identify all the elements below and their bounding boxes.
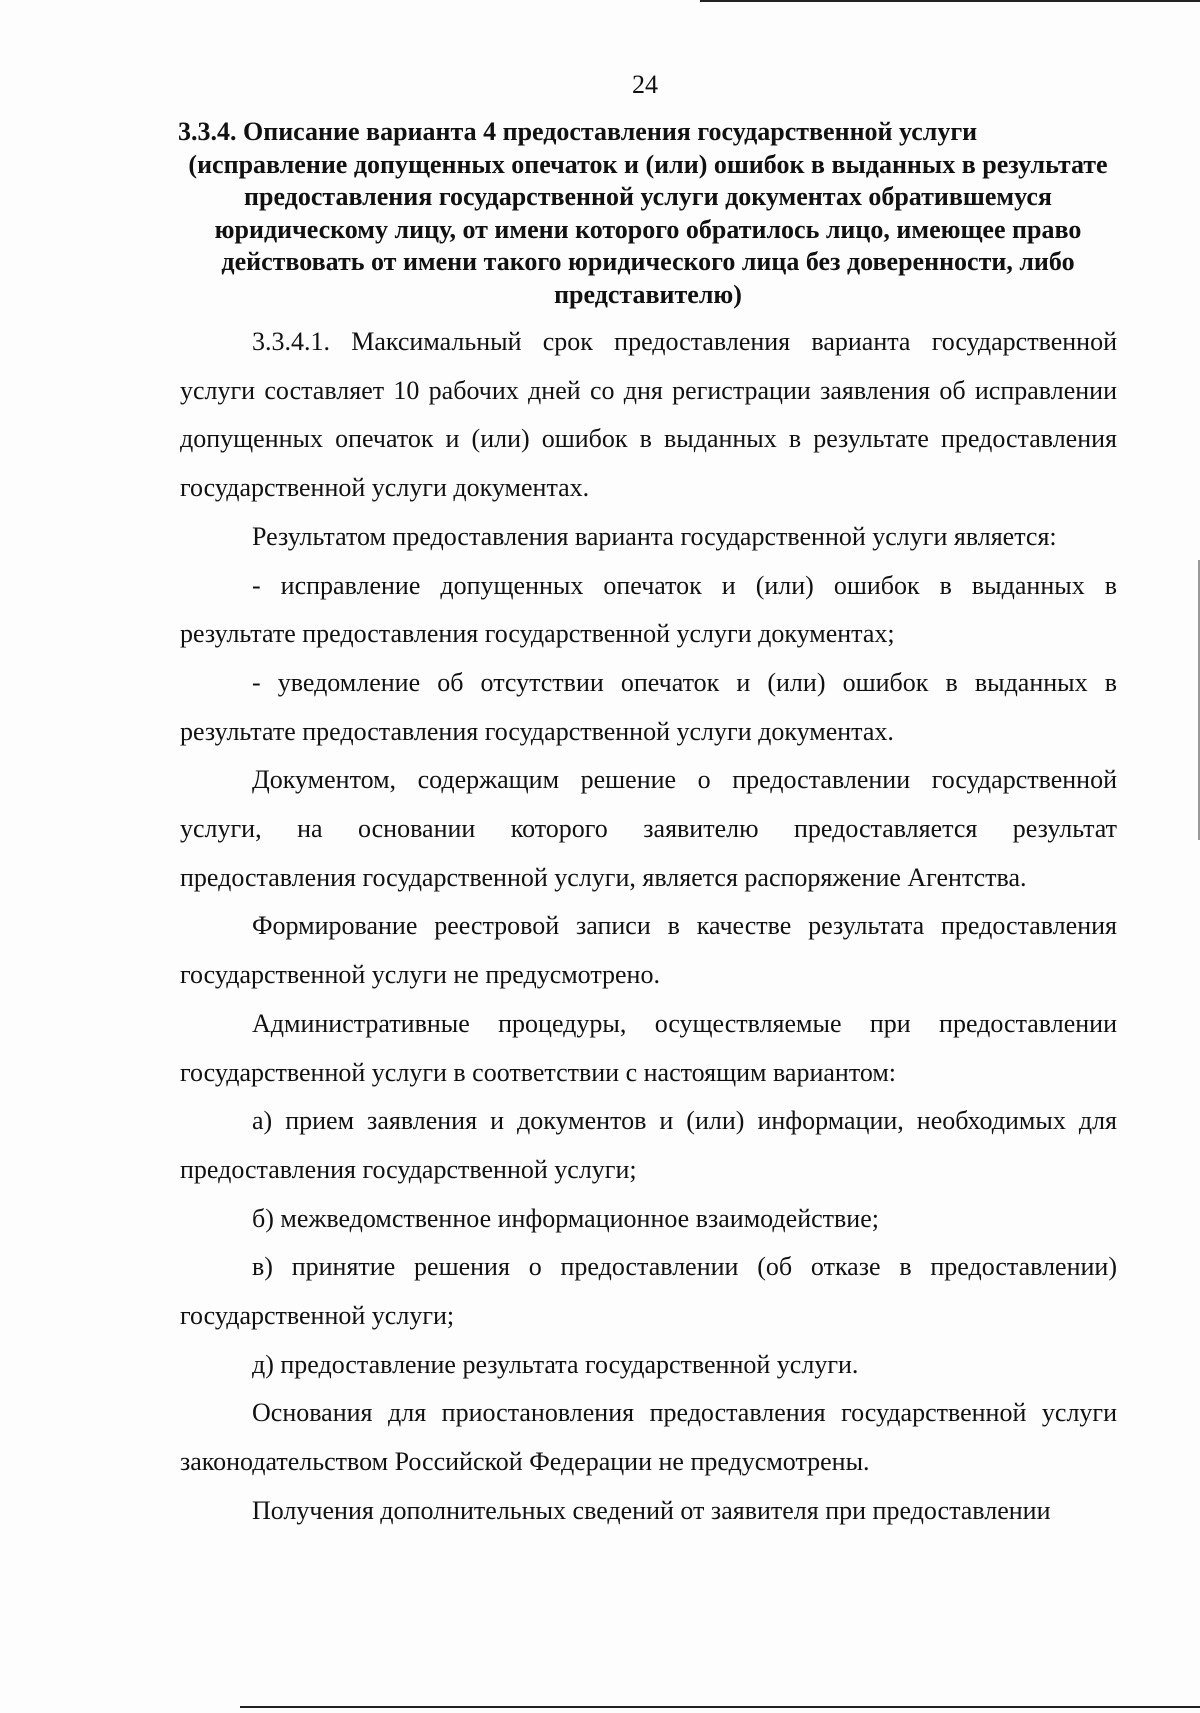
- top-scan-edge: [700, 0, 1200, 2]
- paragraph-procedures-intro: Административные процедуры, осуществляемые при предоставлении государственной услуги в соответствии с настоящим вариантом:: [180, 1008, 1117, 1087]
- section-heading-continuation: (исправление допущенных опечаток и (или) ошибок в выданных в результате предоставления государственной услуги документах обратившемуся юридическому лицу, от имени которого обратилось лицо, имеющее право действовать от имени такого юридического лица без доверенности, либо представителю): [188, 149, 1108, 309]
- paragraph-decision-document: Документом, содержащим решение о предоставлении государственной услуги, на основании которого заявителю предоставляется результат предоставления государственной услуги, является распоряжение Агентства.: [180, 765, 1117, 892]
- paragraph-suspension-grounds: Основания для приостановления предоставления государственной услуги законодательством Российской Федерации не предусмотрены.: [180, 1398, 1117, 1477]
- page-number: 24: [632, 70, 658, 99]
- section-heading: [178, 116, 1118, 311]
- bottom-scan-edge: [240, 1706, 1200, 1708]
- paragraph-result-notification: - уведомление об отсутствии опечаток и (или) ошибок в выданных в результате предоставления государственной услуги документах.: [180, 667, 1117, 746]
- paragraph-additional-info: Получения дополнительных сведений от заявителя при предоставлении: [252, 1495, 1051, 1525]
- paragraph-procedure-d: д) предоставление результата государственной услуги.: [252, 1349, 859, 1379]
- paragraph-registry-record: Формирование реестровой записи в качестве результата предоставления государственной услуги не предусмотрено.: [180, 911, 1117, 990]
- paragraph-procedure-b: б) межведомственное информационное взаимодействие;: [252, 1203, 879, 1233]
- paragraph-result-correction: - исправление допущенных опечаток и (или) ошибок в выданных в результате предоставления государственной услуги документах;: [180, 570, 1117, 649]
- document-body: [180, 318, 1117, 1536]
- paragraph-procedure-v: в) принятие решения о предоставлении (об отказе в предоставлении) государственной услуги;: [180, 1252, 1117, 1331]
- paragraph-procedure-a: а) прием заявления и документов и (или) информации, необходимых для предоставления государственной услуги;: [180, 1106, 1117, 1184]
- section-heading-first-line: 3.3.4. Описание варианта 4 предоставления государственной услуги: [178, 117, 978, 146]
- paragraph-max-term: 3.3.4.1. Максимальный срок предоставления варианта государственной услуги составляет 10 рабочих дней со дня регистрации заявления об исправлении допущенных опечаток и (или) ошибок в выданных в результате предоставления государственной услуги документах.: [180, 327, 1117, 503]
- paragraph-result-intro: Результатом предоставления варианта государственной услуги является:: [252, 521, 1057, 551]
